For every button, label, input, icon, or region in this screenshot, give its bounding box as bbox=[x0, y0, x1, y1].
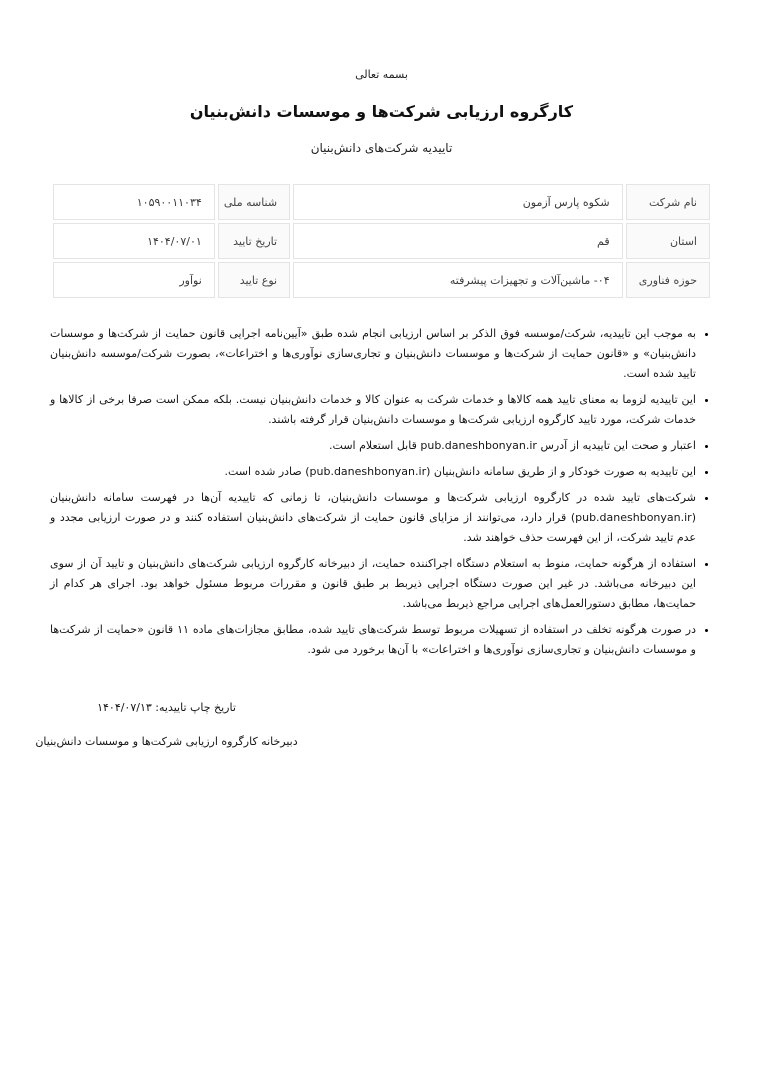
national-id-value: ۱۰۵۹۰۰۱۱۰۳۴ bbox=[53, 184, 215, 220]
note-item: • شرکت‌های تایید شده در کارگروه ارزیابی شرکت‌ها و موسسات دانش‌بنیان، تا زمانی که تاییدیه آن‌ها در فهرست سامانه دانش‌بنیان (pub.daneshbonyan.ir) قرار دارد، می‌توانند از مزایای قانون حمایت از شرکت‌های دانش‌بنیان استفاده کنند و در صورت ارزیابی مجدد و عدم تایید شرکت، از این فهرست حذف خواهند شد. bbox=[50, 488, 696, 548]
table-row bbox=[53, 184, 710, 220]
company-name-label: نام شرکت bbox=[626, 184, 710, 220]
company-info-table-wrap bbox=[50, 181, 713, 301]
table-row bbox=[53, 262, 710, 298]
note-item: • این تاییدیه به صورت خودکار و از طریق سامانه دانش‌بنیان (pub.daneshbonyan.ir) صادر شده است. bbox=[50, 462, 696, 482]
company-info-table bbox=[50, 181, 713, 301]
bismillah-text: بسمه تعالی bbox=[355, 68, 408, 81]
approval-date-value: ۱۴۰۴/۰۷/۰۱ bbox=[53, 223, 215, 259]
company-name-value: شکوه پارس آزمون bbox=[293, 184, 623, 220]
national-id-label: شناسه ملی bbox=[218, 184, 290, 220]
approval-type-label: نوع تایید bbox=[218, 262, 290, 298]
note-item: • در صورت هرگونه تخلف در استفاده از تسهیلات مربوط توسط شرکت‌های تایید شده، مطابق مجازات‌های ماده ۱۱ قانون «حمایت از شرکت‌ها و موسسات دانش‌بنیان و تجاری‌سازی نوآوری‌ها و اختراعات» با آن‌ها برخورد می شود. bbox=[50, 620, 696, 660]
note-item: • اعتبار و صحت این تاییدیه از آدرس pub.daneshbonyan.ir قابل استعلام است. bbox=[50, 436, 696, 456]
approval-type-value: نوآور bbox=[53, 262, 215, 298]
page-subtitle: تاییدیه شرکت‌های دانش‌بنیان bbox=[310, 141, 453, 155]
note-item: • به موجب این تاییدیه، شرکت/موسسه فوق الذکر بر اساس ارزیابی انجام شده طبق «آیین‌نامه اجرایی قانون حمایت از شرکت‌ها و موسسات دانش‌بنیان» و «قانون حمایت از شرکت‌ها و موسسات دانش‌بنیان و تجاری‌سازی نوآوری‌ها و اختراعات»، بصورت شرکت/موسسه دانش‌بنیان تایید شده است. bbox=[50, 324, 696, 384]
note-item: • این تاییدیه لزوما به معنای تایید همه کالاها و خدمات شرکت به عنوان کالا و خدمات دانش‌بنیان نیست. بلکه ممکن است صرفا برخی از کالاها و خدمات شرکت، مورد تایید کارگروه ارزیابی شرکت‌ها و موسسات دانش‌بنیان قرار گرفته باشند. bbox=[50, 390, 696, 430]
print-date: تاریخ چاپ تاییدیه: ۱۴۰۴/۰۷/۱۳ bbox=[97, 701, 236, 714]
note-item: • استفاده از هرگونه حمایت، منوط به استعلام دستگاه اجراکننده حمایت، از دبیرخانه کارگروه ارزیابی شرکت‌های دانش‌بنیان و تایید آن از سوی این دبیرخانه می‌باشد. در غیر این صورت دستگاه اجرایی ذیربط بر طبق قانون و مقررات مربوط مسئول خواهد بود. اجرای هر کدام از حمایت‌ها، مطابق دستورالعمل‌های اجرایی مراجع ذیربط می‌باشد. bbox=[50, 554, 696, 614]
technology-field-value: ۰۴- ماشین‌آلات و تجهیزات پیشرفته bbox=[293, 262, 623, 298]
technology-field-label: حوزه فناوری bbox=[626, 262, 710, 298]
page-title: کارگروه ارزیابی شرکت‌ها و موسسات دانش‌بنیان bbox=[189, 102, 574, 121]
province-label: استان bbox=[626, 223, 710, 259]
approval-date-label: تاریخ تایید bbox=[218, 223, 290, 259]
notes-list bbox=[50, 324, 713, 660]
table-row bbox=[53, 223, 710, 259]
secretariat-name: دبیرخانه کارگروه ارزیابی شرکت‌ها و موسسات دانش‌بنیان bbox=[35, 735, 298, 748]
signature-block bbox=[0, 700, 333, 749]
notes-section bbox=[50, 324, 713, 660]
province-value: قم bbox=[293, 223, 623, 259]
